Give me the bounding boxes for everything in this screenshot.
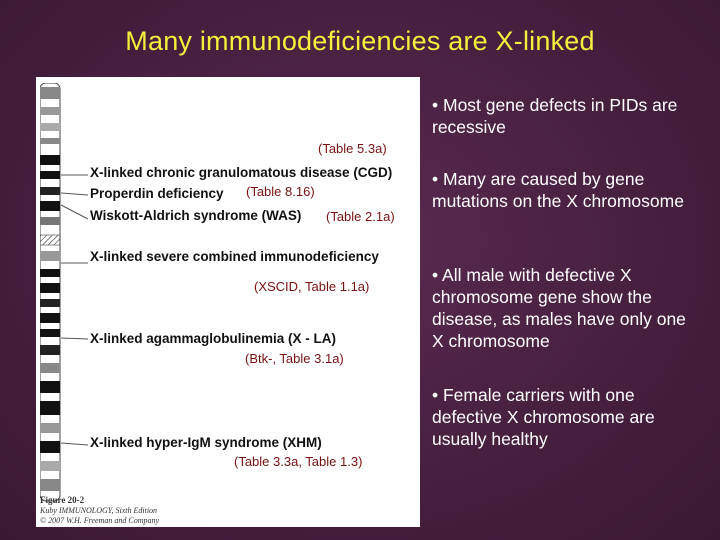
x-chromosome-figure [36, 77, 420, 527]
figure-caption-publisher: © 2007 W.H. Freeman and Company [40, 516, 160, 525]
figure-caption-book: Kuby IMMUNOLOGY, Sixth Edition [40, 506, 158, 515]
slide-title: Many immunodeficiencies are X-linked [125, 26, 595, 56]
ref-xla: (Btk-, Table 3.1a) [245, 351, 344, 366]
ref-cgd: (Table 5.3a) [318, 141, 387, 156]
ref-was: (Table 2.1a) [326, 209, 395, 224]
ref-properdin: (Table 8.16) [246, 184, 315, 199]
label-properdin: Properdin deficiency [90, 186, 224, 201]
pointer-lines [61, 175, 88, 445]
figure-caption-number: Figure 20-2 [40, 495, 85, 505]
label-scid: X-linked severe combined immunodeficiency [90, 249, 379, 264]
label-was: Wiskott-Aldrich syndrome (WAS) [90, 208, 302, 223]
label-cgd: X-linked chronic granulomatous disease (CGD) [90, 165, 393, 180]
ref-xhm: (Table 3.3a, Table 1.3) [234, 454, 363, 469]
bullet-item: • Most gene defects in PIDs are recessive [432, 95, 678, 137]
bullet-item: • Female carriers with one defective X chromosome are usually healthy [432, 385, 655, 449]
ref-scid: (XSCID, Table 1.1a) [254, 279, 370, 294]
bullet-item: • Many are caused by gene mutations on the X chromosome [432, 169, 684, 211]
label-xhm: X-linked hyper-IgM syndrome (XHM) [90, 435, 322, 450]
bullet-item: • All male with defective X chromosome gene show the disease, as males have only one X chromosome [432, 265, 686, 351]
label-xla: X-linked agammaglobulinemia (X - LA) [90, 331, 337, 346]
